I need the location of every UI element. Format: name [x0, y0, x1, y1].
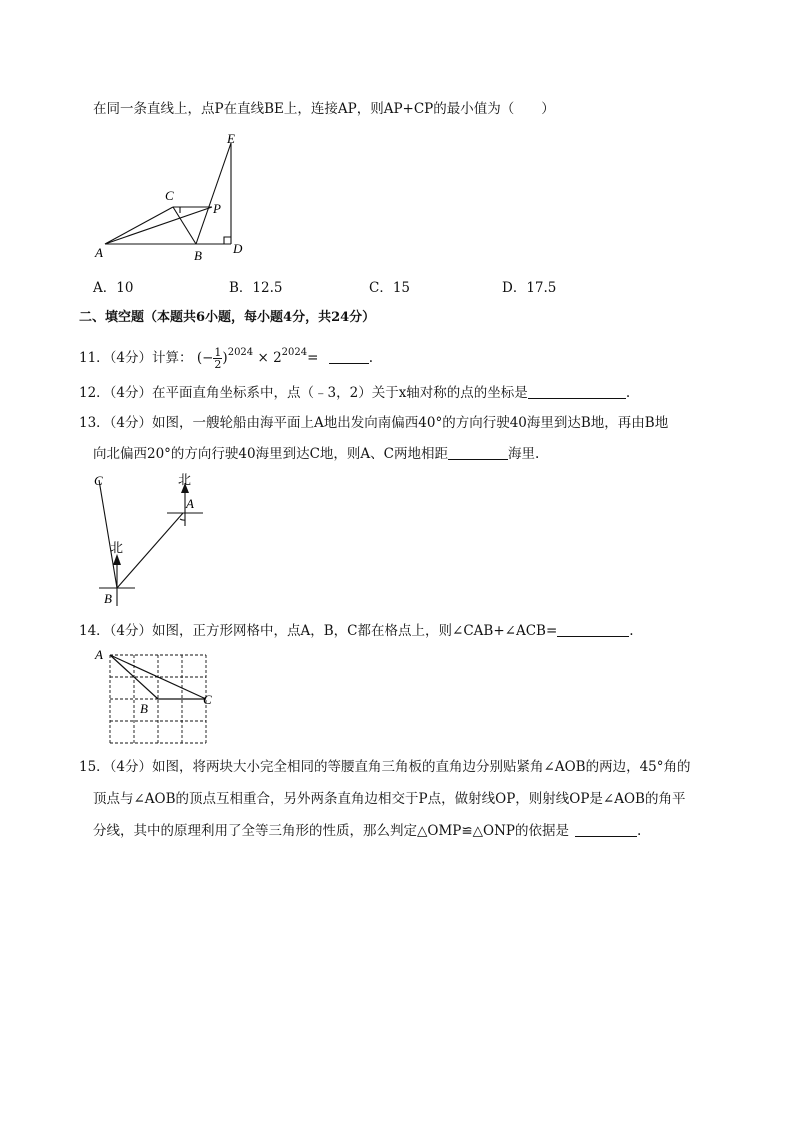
right-angle-mark-D	[224, 237, 231, 244]
line-AC	[105, 207, 173, 244]
q11-prefix: 11．（4分）计算：	[79, 350, 193, 366]
line-BE	[196, 143, 231, 244]
label-D: D	[233, 241, 243, 256]
q14-text: 14．（4分）如图，正方形网格中，点A，B，C都在格点上，则∠CAB+∠ACB=	[79, 623, 558, 639]
q11-times: ×	[257, 350, 269, 366]
q13-line1: 13．（4分）如图，一艘轮船由海平面上A地出发向南偏西40°的方向行驶40海里到达B地，再由B地	[79, 415, 669, 431]
q13-line2-head: 向北偏西20°的方向行驶40海里到达C地，则A、C两地相距	[93, 446, 449, 462]
label-B: B	[140, 701, 148, 716]
q10-option-c[interactable]: C．15	[369, 280, 411, 296]
label-B: B	[194, 248, 202, 263]
q13-line2	[93, 445, 539, 463]
q14	[79, 622, 634, 640]
north-label-B: 北	[110, 540, 124, 555]
q10-option-b[interactable]: B．12.5	[229, 280, 283, 296]
q12-tail: .	[625, 385, 631, 401]
q11-exp1: 2024	[227, 347, 254, 358]
q14-figure	[90, 645, 220, 750]
label-P: P	[213, 201, 221, 216]
q11-answer-blank[interactable]	[329, 349, 369, 364]
q15-answer-blank[interactable]	[575, 822, 637, 837]
q13-figure	[85, 468, 215, 610]
north-label-A: 北	[178, 472, 192, 487]
path-BC	[99, 480, 117, 588]
q11-tail: .	[368, 350, 374, 366]
north-arrow-B	[113, 554, 121, 565]
q10-figure	[90, 130, 260, 265]
angle-arc-A	[180, 519, 185, 520]
label-A: A	[95, 647, 103, 662]
q10-option-d[interactable]: D．17.5	[502, 280, 557, 296]
q14-answer-blank[interactable]	[557, 622, 629, 637]
q11-expression: (− $\frac{1}{2}$ )$^{2024} \times 2^{2024}=$	[196, 346, 319, 371]
label-E: E	[227, 131, 235, 146]
q12	[79, 384, 630, 402]
q10-stem: 在同一条直线上，点P在直线BE上，连接AP，则AP+CP的最小值为（ ）	[93, 101, 555, 117]
q13-line2-tail: 海里.	[508, 446, 540, 462]
q11-frac-num: 1	[214, 346, 222, 359]
path-AB	[117, 513, 183, 588]
section2-title: 二、填空题（本题共6小题，每小题4分，共24分）	[79, 310, 376, 325]
q11-eq: =	[307, 350, 319, 366]
q15-tail: .	[637, 823, 642, 839]
q11-base2: 2	[273, 350, 282, 366]
q11-exp2: 2024	[281, 347, 308, 358]
q15-line3-head: 分线，其中的原理利用了全等三角形的性质，那么判定△OMP≌△ONP的依据是	[93, 823, 570, 839]
line-AP	[105, 207, 212, 244]
label-C: C	[203, 692, 212, 707]
q15-line3	[93, 822, 641, 840]
q10-option-a[interactable]: A．10	[93, 280, 134, 296]
q13-answer-blank[interactable]	[448, 445, 508, 460]
q15-line2: 顶点与∠AOB的顶点互相重合，另外两条直角边相交于P点，做射线OP，则射线OP是∠AOB的角平	[93, 791, 686, 807]
label-A: A	[95, 245, 103, 260]
q15-line1: 15．（4分）如图，将两块大小完全相同的等腰直角三角板的直角边分别贴紧角∠AOB的两边，45°角的	[79, 759, 691, 775]
q11	[79, 344, 373, 370]
line-CB	[173, 207, 196, 244]
label-C: C	[165, 188, 174, 203]
q14-tail: .	[629, 623, 634, 639]
q12-answer-blank[interactable]	[528, 384, 626, 399]
label-B: B	[104, 591, 112, 606]
q12-text: 12．（4分）在平面直角坐标系中，点（﹣3，2）关于x轴对称的点的坐标是	[79, 385, 528, 401]
q11-frac-den: 2	[214, 358, 222, 371]
label-C: C	[94, 473, 103, 488]
label-A: A	[186, 496, 194, 511]
